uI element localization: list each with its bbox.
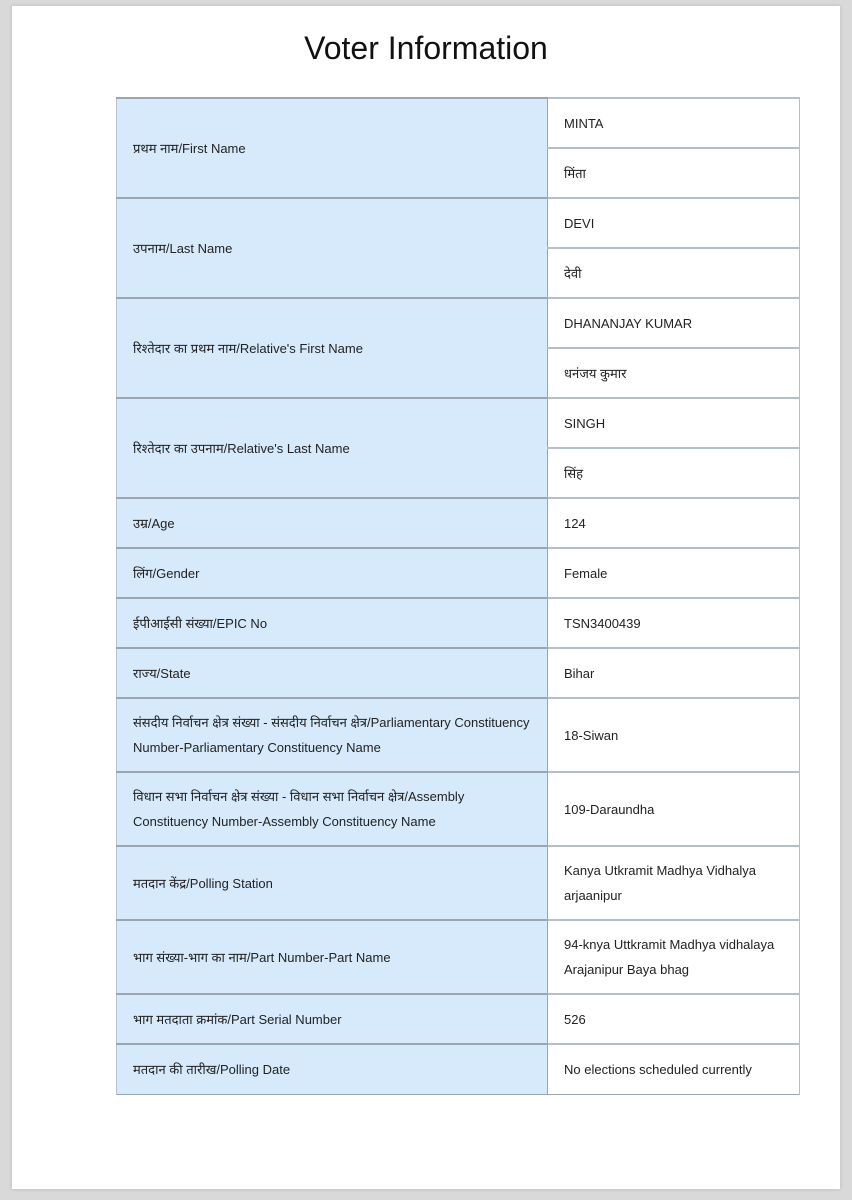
field-label: मतदान की तारीख/Polling Date: [133, 1061, 291, 1077]
field-value: Female: [564, 565, 608, 581]
field-value: 109-Daraundha: [564, 801, 655, 817]
field-label-cell: [117, 846, 548, 920]
field-value-cell: [548, 98, 800, 148]
field-value: 526: [564, 1011, 586, 1027]
field-label-cell: [117, 648, 548, 698]
field-label: मतदान केंद्र/Polling Station: [133, 875, 273, 891]
field-value: सिंह: [564, 465, 584, 481]
table-row: [117, 846, 800, 920]
field-label: लिंग/Gender: [133, 565, 200, 581]
field-value-cell: [548, 698, 800, 772]
field-label: रिश्तेदार का प्रथम नाम/Relative's First Name: [133, 340, 363, 356]
table-row: [117, 298, 800, 348]
field-label-cell: [117, 398, 548, 498]
field-label-cell: [117, 498, 548, 548]
field-value-cell: [548, 1044, 800, 1094]
table-row: [117, 1044, 800, 1094]
field-label: प्रथम नाम/First Name: [133, 140, 246, 156]
field-value: मिंता: [564, 165, 586, 181]
field-label: भाग संख्या-भाग का नाम/Part Number-Part Name: [133, 949, 391, 965]
field-value: 18-Siwan: [564, 727, 619, 743]
field-label: भाग मतदाता क्रमांक/Part Serial Number: [133, 1011, 342, 1027]
field-label-cell: [117, 298, 548, 398]
table-row: [117, 498, 800, 548]
field-label-cell: [117, 772, 548, 846]
field-label: उम्र/Age: [133, 515, 175, 531]
field-label: विधान सभा निर्वाचन क्षेत्र संख्या - विधान सभा निर्वाचन क्षेत्र/Assembly Constituency Number-Assembly Constituency Name: [133, 789, 465, 829]
field-label: उपनाम/Last Name: [133, 240, 233, 256]
field-value: 124: [564, 515, 586, 531]
table-row: [117, 98, 800, 148]
field-label-cell: [117, 548, 548, 598]
field-label-cell: [117, 1044, 548, 1094]
field-value: DEVI: [564, 215, 595, 231]
field-value-cell: [548, 398, 800, 448]
field-value-cell: [548, 248, 800, 298]
field-value: TSN3400439: [564, 615, 641, 631]
table-row: [117, 698, 800, 772]
field-label-cell: [117, 598, 548, 648]
field-value: धनंजय कुमार: [564, 365, 627, 381]
field-label: राज्य/State: [133, 665, 191, 681]
field-label-cell: [117, 98, 548, 198]
field-label: ईपीआईसी संख्या/EPIC No: [133, 615, 268, 631]
table-row: [117, 772, 800, 846]
field-value: No elections scheduled currently: [564, 1061, 752, 1077]
field-label-cell: [117, 920, 548, 994]
table-row: [117, 920, 800, 994]
voter-info-table: [116, 97, 800, 1095]
field-value-cell: [548, 348, 800, 398]
field-value-cell: [548, 920, 800, 994]
field-value-cell: [548, 498, 800, 548]
field-label-cell: [117, 198, 548, 298]
field-value: MINTA: [564, 115, 604, 131]
field-value: DHANANJAY KUMAR: [564, 315, 693, 331]
field-label-cell: [117, 698, 548, 772]
field-value-cell: [548, 994, 800, 1044]
table-row: [117, 598, 800, 648]
field-value-cell: [548, 148, 800, 198]
field-value: Bihar: [564, 665, 595, 681]
field-value: देवी: [564, 265, 582, 281]
field-value: 94-knya Uttkramit Madhya vidhalaya Arajanipur Baya bhag: [564, 937, 775, 977]
field-label: रिश्तेदार का उपनाम/Relative's Last Name: [133, 440, 350, 456]
field-value: SINGH: [564, 415, 606, 431]
table-row: [117, 994, 800, 1044]
document-page: [12, 6, 840, 1189]
field-value-cell: [548, 772, 800, 846]
table-row: [117, 398, 800, 448]
field-label: संसदीय निर्वाचन क्षेत्र संख्या - संसदीय निर्वाचन क्षेत्र/Parliamentary Constituency Number-Parliamentary Constituency Name: [133, 715, 530, 755]
field-value-cell: [548, 448, 800, 498]
field-label-cell: [117, 994, 548, 1044]
field-value: Kanya Utkramit Madhya Vidhalya arjaanipur: [564, 863, 756, 903]
table-row: [117, 198, 800, 248]
field-value-cell: [548, 846, 800, 920]
field-value-cell: [548, 598, 800, 648]
field-value-cell: [548, 198, 800, 248]
table-row: [117, 648, 800, 698]
field-value-cell: [548, 298, 800, 348]
field-value-cell: [548, 648, 800, 698]
voter-info-table-body: [117, 98, 800, 1094]
table-row: [117, 548, 800, 598]
field-value-cell: [548, 548, 800, 598]
page-title: Voter Information: [304, 30, 548, 66]
